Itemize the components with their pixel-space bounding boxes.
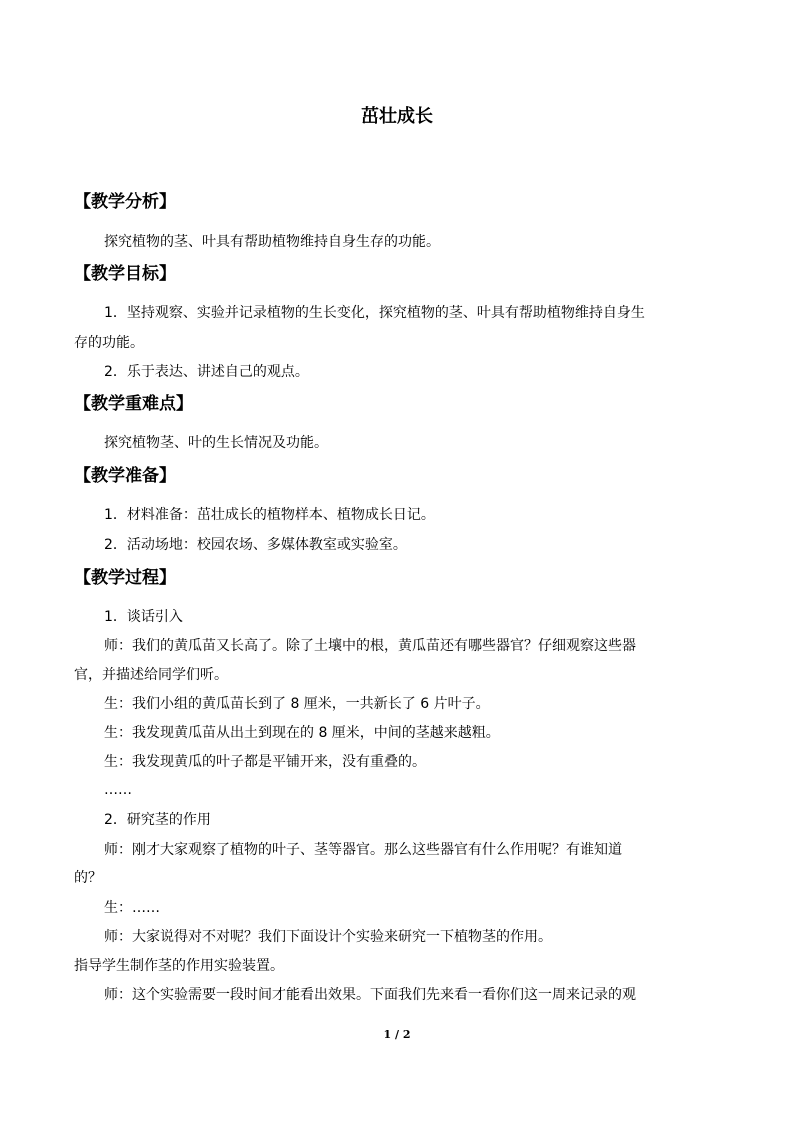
ellipsis: …… xyxy=(104,782,132,798)
dialogue-line: 师：刚才大家观察了植物的叶子、茎等器官。那么这些器官有什么作用呢？有谁知道 xyxy=(104,842,622,858)
dialogue-line: 生：我发现黄瓜的叶子都是平铺开来，没有重叠的。 xyxy=(104,754,426,770)
dialogue-line-continuation: 官，并描述给同学们听。 xyxy=(74,667,228,683)
dialogue-line: 师：这个实验需要一段时间才能看出效果。下面我们先来看一看你们这一周来记录的观 xyxy=(104,987,636,1003)
dialogue-line: 生：…… xyxy=(104,900,160,916)
section-heading-objectives: 【教学目标】 xyxy=(74,264,176,284)
list-item: 1．坚持观察、实验并记录植物的生长变化，探究植物的茎、叶具有帮助植物维持自身生 xyxy=(104,305,645,321)
list-item: 1．材料准备：茁壮成长的植物样本、植物成长日记。 xyxy=(104,507,435,523)
list-item: 2．活动场地：校园农场、多媒体教室或实验室。 xyxy=(104,537,407,553)
section-heading-process: 【教学过程】 xyxy=(74,568,176,588)
list-item-continuation: 存的功能。 xyxy=(74,335,144,351)
step-title: 1．谈话引入 xyxy=(104,609,183,625)
dialogue-line: 师：大家说得对不对呢？我们下面设计个实验来研究一下植物茎的作用。 xyxy=(104,929,552,945)
dialogue-line: 师：我们的黄瓜苗又长高了。除了土壤中的根，黄瓜苗还有哪些器官？仔细观察这些器 xyxy=(104,638,636,654)
section-heading-key-points: 【教学重难点】 xyxy=(74,394,193,414)
paragraph: 探究植物茎、叶的生长情况及功能。 xyxy=(104,435,328,451)
dialogue-line: 生：我发现黄瓜苗从出土到现在的 8 厘米，中间的茎越来越粗。 xyxy=(104,725,500,741)
dialogue-line-continuation: 的？ xyxy=(74,870,102,886)
page-number: 1 / 2 xyxy=(383,1028,411,1041)
page-title: 茁壮成长 xyxy=(361,106,433,127)
dialogue-line: 生：我们小组的黄瓜苗长到了 8 厘米，一共新长了 6 片叶子。 xyxy=(104,696,490,712)
step-title: 2．研究茎的作用 xyxy=(104,812,211,828)
paragraph: 指导学生制作茎的作用实验装置。 xyxy=(74,958,284,974)
paragraph: 探究植物的茎、叶具有帮助植物维持自身生存的功能。 xyxy=(104,234,440,250)
section-heading-preparation: 【教学准备】 xyxy=(74,466,176,486)
section-heading-analysis: 【教学分析】 xyxy=(74,192,176,212)
list-item: 2．乐于表达、讲述自己的观点。 xyxy=(104,364,309,380)
